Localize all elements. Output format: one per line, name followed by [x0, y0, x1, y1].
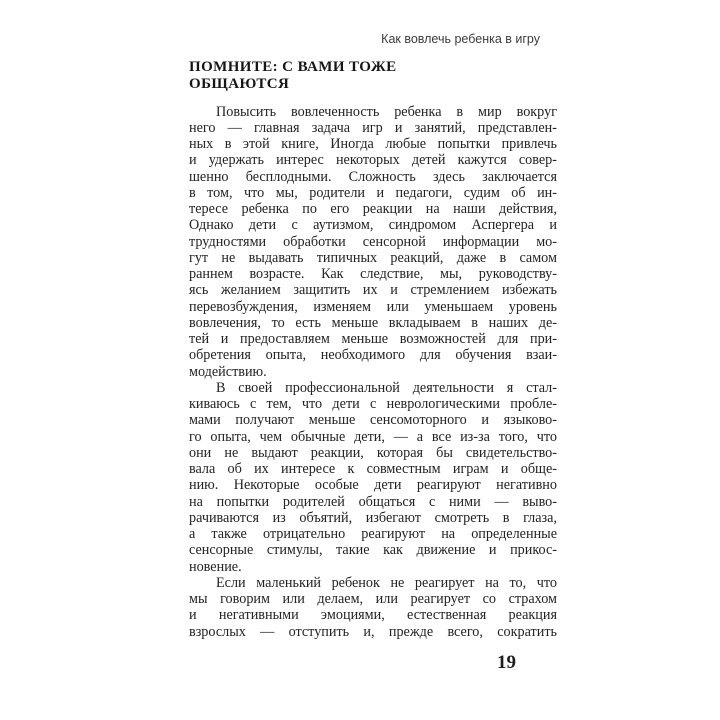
text-line: на попытки родителей общаться с ними — выво-	[189, 493, 557, 510]
text-line: вала об их интересе к совместным играм и обще-	[189, 461, 557, 477]
text-line: сенсорные стимулы, такие как движение и прикос-	[189, 542, 557, 559]
text-line: шенно бесплодными. Сложность здесь заключается	[189, 168, 557, 185]
text-line: а также отрицательно реагируют на определенные	[189, 526, 557, 542]
text-line: и негативными эмоциями, естественная реакция	[189, 607, 557, 624]
text-line: Однако дети с аутизмом, синдромом Аспергера и	[189, 217, 557, 234]
body-text	[189, 104, 557, 640]
text-line: и удержать интерес некоторых детей кажутся совер-	[189, 152, 557, 169]
text-line: нию. Некоторые особые дети реагируют негативно	[189, 477, 557, 494]
text-line: обретения опыта, необходимого для обучения взаи-	[189, 347, 557, 364]
text-line: раннем возрасте. Как следствие, мы, руководству-	[189, 266, 557, 282]
text-line: ных в этой книге, Иногда любые попытки привлечь	[189, 136, 557, 152]
text-line: модействию.	[189, 363, 267, 380]
text-line: трудностями обработки сенсорной информации мо-	[189, 233, 557, 250]
text-line: Если маленький ребенок не реагирует на то, что	[216, 574, 557, 591]
text-line: ясь желанием защитить их и стремлением избежать	[189, 282, 557, 299]
text-line: перевозбуждения, изменяем или уменьшаем уровень	[189, 298, 557, 315]
text-line: мы говорим или делаем, или реагирует со страхом	[189, 591, 557, 607]
page-number: 19	[497, 652, 516, 673]
text-line: они не выдают реакции, которая бы свидетельство-	[189, 444, 557, 461]
text-line: киваюсь с тем, что дети с неврологическими пробле-	[189, 396, 557, 412]
text-line: в том, что мы, родители и педагоги, судим об ин-	[189, 184, 557, 201]
text-line: новение.	[189, 558, 242, 575]
text-line: вовлечения, то есть меньше вкладываем в наших де-	[189, 314, 557, 331]
text-line: рачиваются из объятий, избегают смотреть в глаза,	[189, 509, 557, 526]
text-line: гут не выдавать типичных реакций, даже в самом	[189, 249, 557, 266]
text-line: го опыта, чем обычные дети, — а все из-за того, что	[189, 428, 557, 445]
running-header: Как вовлечь ребенка в игру	[381, 32, 540, 46]
page-title-line-1: ПОМНИТЕ: С ВАМИ ТОЖЕ	[189, 59, 397, 75]
page-title	[189, 59, 397, 94]
page-title-line-2: ОБЩАЮТСЯ	[189, 76, 290, 93]
text-line: тересе ребенка по его реакции на наши действия,	[189, 201, 557, 217]
text-line: тей и предоставляем меньше возможностей для при-	[189, 331, 557, 347]
text-line: мами получают меньше сенсомоторного и языково-	[189, 412, 557, 429]
text-line: В своей профессиональной деятельности я стал-	[216, 379, 557, 396]
text-line: него — главная задача игр и занятий, представлен-	[189, 119, 557, 136]
text-line: Повысить вовлеченность ребенка в мир вокруг	[216, 103, 557, 120]
text-line: взрослых — отступить и, прежде всего, сократить	[189, 623, 557, 640]
